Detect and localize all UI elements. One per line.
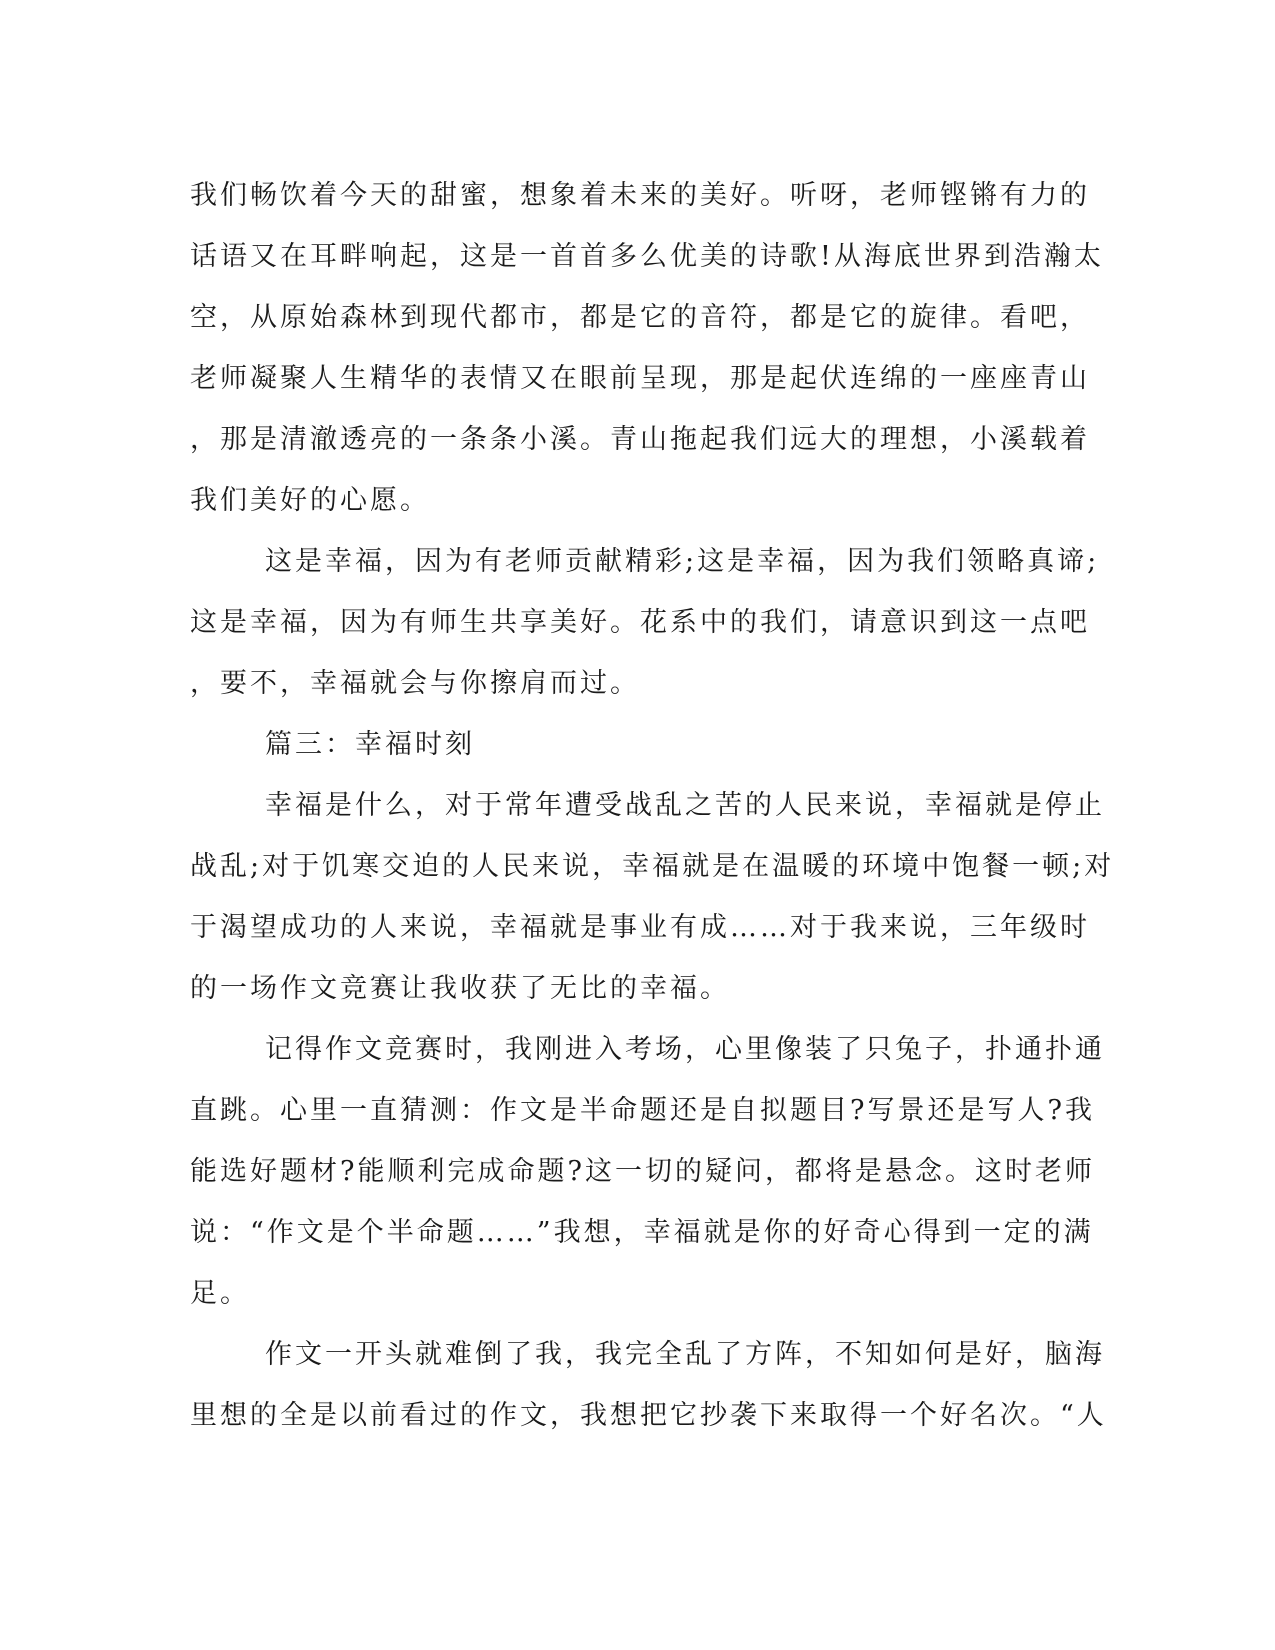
text-line: ，要不，幸福就会与你擦肩而过。 [190, 668, 640, 699]
text-line: 这是幸福，因为有师生共享美好。花系中的我们，请意识到这一点吧 [190, 607, 1090, 638]
text-line: 里想的全是以前看过的作文，我想把它抄袭下来取得一个好名次。“人 [190, 1400, 1107, 1431]
text-line: 战乱;对于饥寒交迫的人民来说，幸福就是在温暖的环境中饱餐一顿;对 [190, 851, 1115, 882]
text-line: 老师凝聚人生精华的表情又在眼前呈现，那是起伏连绵的一座座青山 [190, 363, 1090, 394]
text-line: 能选好题材?能顺利完成命题?这一切的疑问，都将是悬念。这时老师 [190, 1156, 1095, 1187]
paragraph-first-line: 篇三：幸福时刻 [265, 729, 475, 760]
document-text [190, 165, 1115, 1446]
text-line: 话语又在耳畔响起，这是一首首多么优美的诗歌!从海底世界到浩瀚太 [190, 241, 1104, 272]
text-line: 的一场作文竞赛让我收获了无比的幸福。 [190, 973, 730, 1004]
paragraph-first-line: 记得作文竞赛时，我刚进入考场，心里像装了只兔子，扑通扑通 [265, 1034, 1105, 1065]
text-line: 我们畅饮着今天的甜蜜，想象着未来的美好。听呀，老师铿锵有力的 [190, 180, 1090, 211]
paragraph-first-line: 幸福是什么，对于常年遭受战乱之苦的人民来说，幸福就是停止 [265, 790, 1105, 821]
text-line: ，那是清澈透亮的一条条小溪。青山拖起我们远大的理想，小溪载着 [190, 424, 1090, 455]
text-line: 我们美好的心愿。 [190, 485, 430, 516]
paragraph-first-line: 作文一开头就难倒了我，我完全乱了方阵，不知如何是好，脑海 [265, 1339, 1105, 1370]
paragraph-first-line: 这是幸福，因为有老师贡献精彩;这是幸福，因为我们领略真谛; [265, 546, 1100, 577]
text-line: 足。 [190, 1278, 250, 1309]
text-line: 空，从原始森林到现代都市，都是它的音符，都是它的旋律。看吧， [190, 302, 1090, 333]
text-line: 说：“作文是个半命题……”我想，幸福就是你的好奇心得到一定的满 [190, 1217, 1094, 1248]
text-line: 于渴望成功的人来说，幸福就是事业有成……对于我来说，三年级时 [190, 912, 1090, 943]
text-line: 直跳。心里一直猜测：作文是半命题还是自拟题目?写景还是写人?我 [190, 1095, 1095, 1126]
